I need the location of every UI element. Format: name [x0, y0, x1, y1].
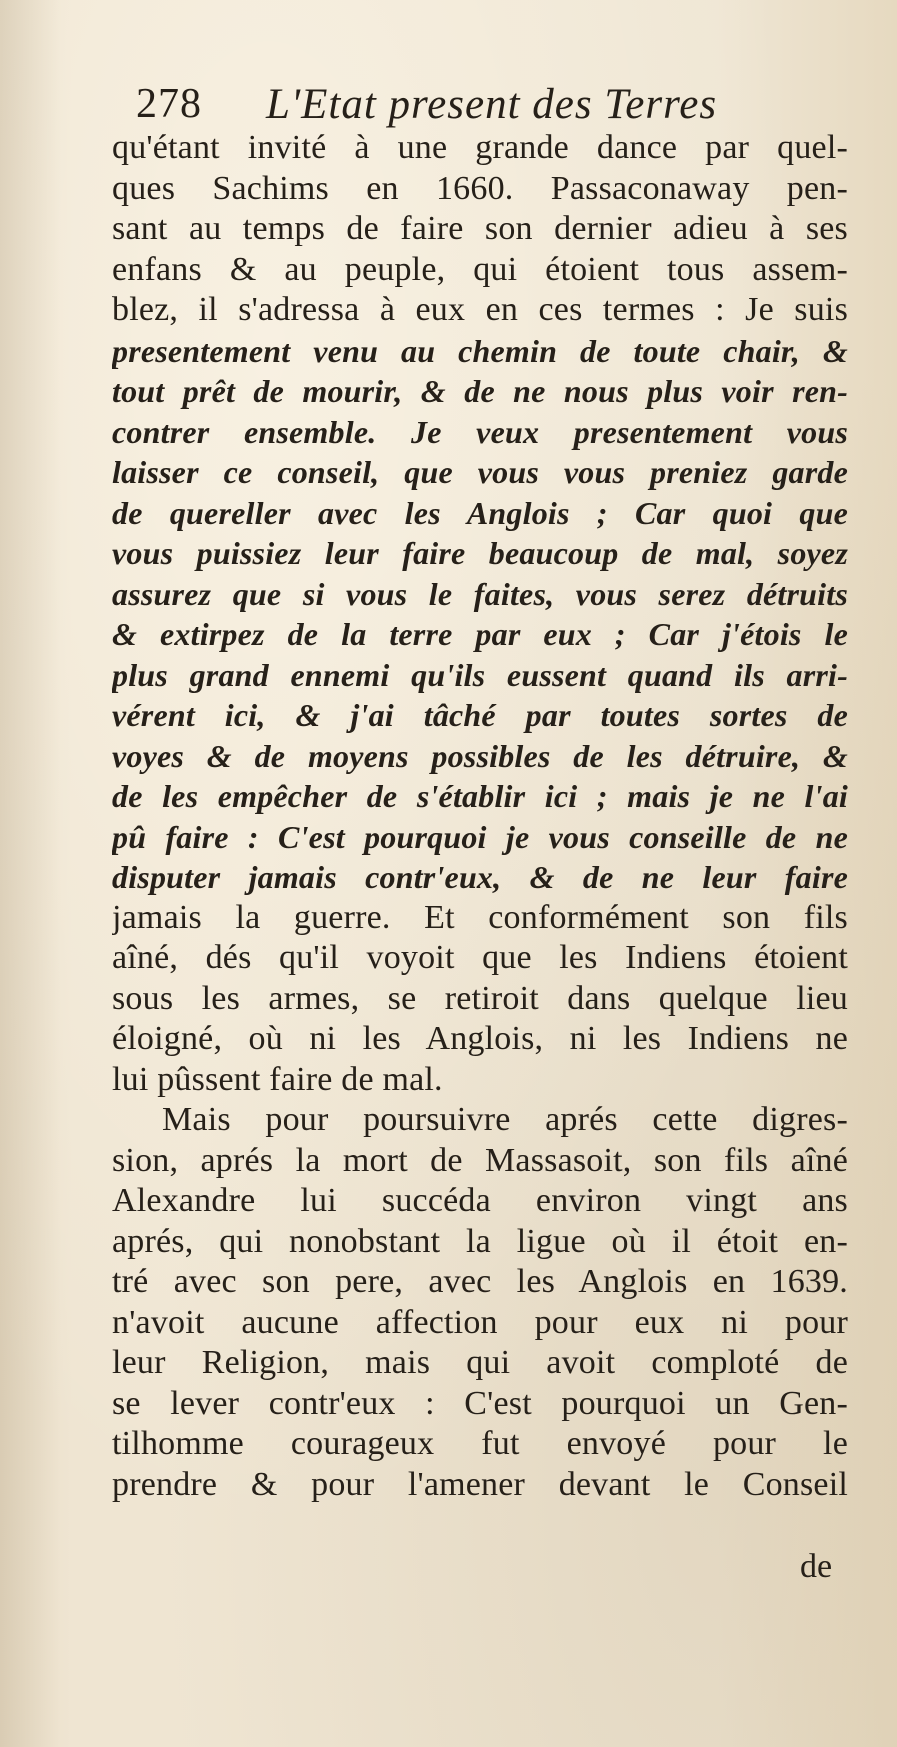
- text-line-quote: contrer ensemble. Je veux presentement vous: [112, 413, 848, 450]
- text-line-quote: laisser ce conseil, que vous vous preniez garde: [112, 454, 848, 490]
- text-line: aîné, dés qu'il voyoit que les Indiens étoient: [112, 939, 848, 976]
- text-line: sous les armes, se retiroit dans quelque lieu: [112, 979, 848, 1017]
- text-line: tilhomme courageux fut envoyé pour le: [112, 1425, 848, 1462]
- page-number: 278: [136, 81, 202, 127]
- text-line: sant au temps de faire son dernier adieu à ses: [112, 210, 848, 247]
- catchword: de: [800, 1548, 833, 1585]
- text-line: jamais la guerre. Et conformément son fils: [112, 898, 848, 936]
- text-line: lui pûssent faire de mal.: [112, 1060, 443, 1098]
- text-line-quote: presentement venu au chemin de toute chair, &: [112, 332, 848, 369]
- text-line: aprés, qui nonobstant la ligue où il étoit en-: [112, 1222, 848, 1260]
- text-line-quote: plus grand ennemi qu'ils eussent quand ils arri-: [112, 656, 848, 693]
- text-line: leur Religion, mais qui avoit comploté de: [112, 1344, 848, 1381]
- text-line-quote: de les empêcher de s'établir ici ; mais je ne l'ai: [112, 778, 848, 814]
- text-line-quote: vérent ici, & j'ai tâché par toutes sortes de: [112, 697, 848, 733]
- text-line-quote: & extirpez de la terre par eux ; Car j'étois le: [112, 616, 848, 652]
- text-line-quote: assurez que si vous le faites, vous serez détruits: [112, 575, 848, 612]
- text-line-quote: pû faire : C'est pourquoi je vous conseille de ne: [112, 818, 848, 855]
- body-text: [112, 128, 848, 1505]
- text-line: éloigné, où ni les Anglois, ni les Indiens ne: [112, 1020, 848, 1057]
- text-line: prendre & pour l'amener devant le Conseil: [112, 1465, 848, 1503]
- spine-shadow: [0, 0, 60, 1747]
- text-line: enfans & au peuple, qui étoient tous assem-: [112, 250, 848, 288]
- text-line-quote: vous puissiez leur faire beaucoup de mal, soyez: [112, 535, 848, 571]
- text-line: tré avec son pere, avec les Anglois en 1639.: [112, 1263, 848, 1300]
- text-line: qu'étant invité à une grande dance par quel-: [112, 129, 848, 166]
- text-line-quote: de quereller avec les Anglois ; Car quoi que: [112, 494, 848, 531]
- running-head: L'Etat present des Terres: [266, 81, 718, 128]
- text-line: ques Sachims en 1660. Passaconaway pen-: [112, 169, 848, 207]
- text-line: blez, il s'adressa à eux en ces termes : Je suis: [112, 291, 848, 328]
- paragraph-start: Mais pour poursuivre aprés cette digres-: [162, 1101, 848, 1138]
- text-line: se lever contr'eux : C'est pourquoi un Gen-: [112, 1384, 848, 1422]
- text-line: Alexandre lui succéda environ vingt ans: [112, 1182, 848, 1219]
- text-line: sion, aprés la mort de Massasoit, son fils aîné: [112, 1141, 848, 1179]
- text-line-quote: tout prêt de mourir, & de ne nous plus voir ren-: [112, 373, 848, 409]
- text-line-quote: disputer jamais contr'eux, & de ne leur faire: [112, 859, 848, 895]
- text-line-quote: voyes & de moyens possibles de les détruire, &: [112, 737, 848, 774]
- page-header: [136, 80, 776, 130]
- text-line: n'avoit aucune affection pour eux ni pour: [112, 1303, 848, 1341]
